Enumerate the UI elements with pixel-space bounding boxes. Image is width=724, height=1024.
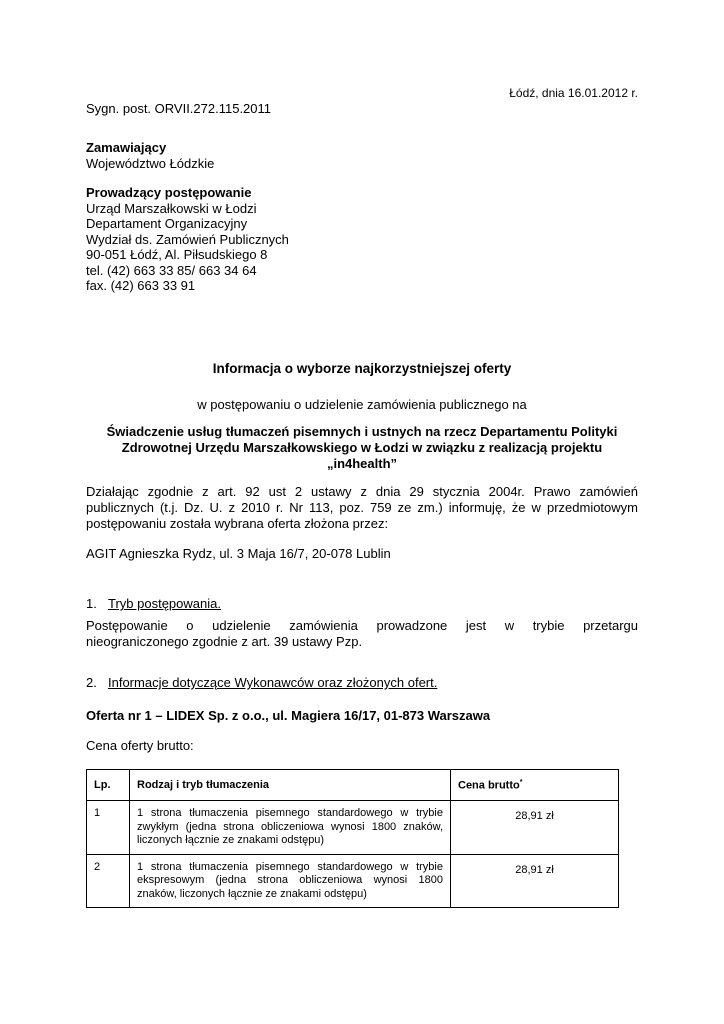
document-subtitle: w postępowaniu o udzielenie zamówienia publicznego na: [197, 397, 527, 412]
header-type: Rodzaj i tryb tłumaczenia: [130, 770, 451, 801]
document-title: Informacja o wyborze najkorzystniejszej oferty: [212, 361, 512, 376]
proceeding-organizer-block: [86, 185, 289, 294]
section-procedure-type: [86, 596, 221, 611]
table-header-row: [87, 770, 619, 801]
cell-price: 28,91 zł: [451, 854, 619, 908]
cell-lp: 2: [87, 854, 130, 908]
proceeding-organizer-heading: Prowadzący postępowanie: [86, 185, 252, 200]
organizer-line: 90-051 Łódź, Al. Piłsudskiego 8: [86, 247, 268, 262]
price-table: [86, 769, 619, 908]
intro-paragraph: [86, 484, 638, 532]
section-contractors-info: [86, 675, 437, 690]
organizer-line: Wydział ds. Zamówień Publicznych: [86, 231, 289, 247]
cell-desc: 1 strona tłumaczenia pisemnego standardowego w trybie zwykłym (jedna strona obliczeniowa wynosi 1800 znaków, liczonych łącznie ze znakami odstępu): [130, 801, 451, 855]
procedure-line: nieograniczonego zgodnie z art. 39 ustawy Pzp.: [86, 634, 363, 649]
contracting-authority-heading: Zamawiający: [86, 140, 167, 155]
procurement-subject: [86, 424, 638, 472]
header-price: [451, 770, 619, 801]
subject-line: „in4health”: [326, 456, 398, 471]
header-lp: Lp.: [87, 770, 130, 801]
cell-price: 28,91 zł: [451, 801, 619, 855]
subject-line: Zdrowotnej Urzędu Marszałkowskiego w Łodzi w związku z realizacją projektu: [121, 440, 603, 455]
procedure-paragraph: [86, 618, 638, 650]
cell-desc: 1 strona tłumaczenia pisemnego standardowego w trybie ekspresowym (jedna strona obliczeniowa wynosi 1800 znaków, liczonych łącznie ze znakami odstępu): [130, 854, 451, 908]
section-number: 2.: [86, 675, 97, 690]
header-price-label: Cena brutto: [458, 779, 520, 792]
organizer-line: Departament Organizacyjny: [86, 216, 248, 231]
table-row: [87, 854, 619, 908]
subject-line: Świadczenie usług tłumaczeń pisemnych i ustnych na rzecz Departamentu Polityki: [106, 424, 618, 439]
intro-line: publicznych (t.j. Dz. U. z 2010 r. Nr 113, poz. 759 ze zm.) informuję, że w przedmiotowym: [86, 500, 638, 515]
reference-number: Sygn. post. ORVII.272.115.2011: [86, 101, 272, 116]
offer-heading: Oferta nr 1 – LIDEX Sp. z o.o., ul. Magiera 16/17, 01-873 Warszawa: [86, 708, 491, 723]
contracting-authority-name: Województwo Łódzkie: [86, 155, 215, 171]
price-label: Cena oferty brutto:: [86, 738, 194, 753]
document-date: Łódź, dnia 16.01.2012 r.: [509, 86, 638, 100]
section-label: Informacje dotyczące Wykonawców oraz złożonych ofert.: [108, 675, 438, 690]
winning-offer: AGIT Agnieszka Rydz, ul. 3 Maja 16/7, 20-078 Lublin: [86, 546, 391, 561]
procedure-line: Postępowanie o udzielenie zamówienia prowadzone jest w trybie przetargu: [86, 618, 638, 633]
organizer-fax: fax. (42) 663 33 91: [86, 278, 196, 293]
contracting-authority-block: [86, 140, 214, 171]
footnote-marker: *: [519, 778, 523, 786]
table-row: [87, 801, 619, 855]
section-number: 1.: [86, 596, 97, 611]
cell-lp: 1: [87, 801, 130, 855]
intro-line: postępowaniu została wybrana oferta złożona przez:: [86, 516, 389, 531]
organizer-line: Urząd Marszałkowski w Łodzi: [86, 200, 257, 216]
section-label: Tryb postępowania.: [108, 596, 221, 611]
intro-line: Działając zgodnie z art. 92 ust 2 ustawy z dnia 29 stycznia 2004r. Prawo zamówień: [86, 484, 638, 499]
organizer-phone: tel. (42) 663 33 85/ 663 34 64: [86, 262, 257, 278]
